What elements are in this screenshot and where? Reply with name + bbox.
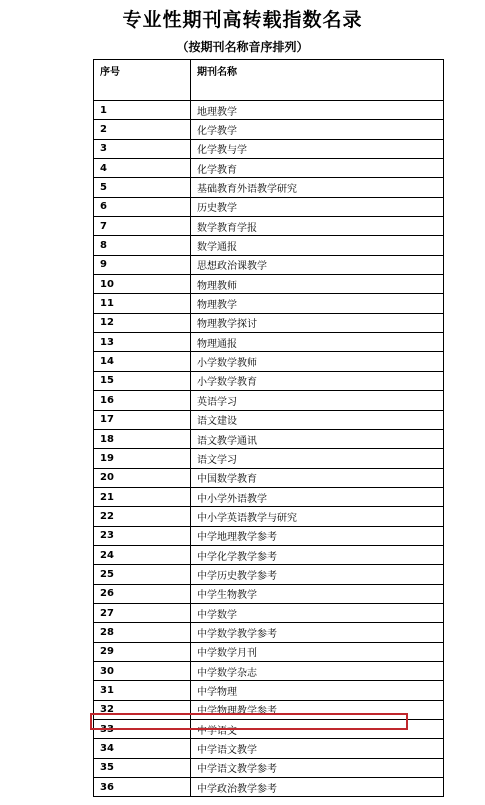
row-number: 7	[94, 217, 191, 236]
table-row	[94, 720, 444, 739]
table-row	[94, 584, 444, 603]
journal-name: 中学语文教学	[191, 739, 444, 758]
journal-name: 语文教学通讯	[191, 429, 444, 448]
header-number: 序号	[94, 60, 191, 101]
table-row	[94, 120, 444, 139]
journal-name: 中学物理教学参考	[191, 700, 444, 719]
journal-name: 中学语文教学参考	[191, 758, 444, 777]
journal-name: 化学教与学	[191, 139, 444, 158]
row-number: 9	[94, 255, 191, 274]
journal-name: 物理教学	[191, 294, 444, 313]
table-row	[94, 739, 444, 758]
table-row	[94, 565, 444, 584]
row-number: 20	[94, 468, 191, 487]
journal-name: 中小学外语教学	[191, 487, 444, 506]
row-number: 36	[94, 778, 191, 797]
row-number: 6	[94, 197, 191, 216]
row-number: 17	[94, 410, 191, 429]
journal-table	[93, 59, 444, 797]
row-number: 19	[94, 449, 191, 468]
table-row	[94, 197, 444, 216]
journal-name: 化学教育	[191, 159, 444, 178]
row-number: 12	[94, 313, 191, 332]
table-row	[94, 487, 444, 506]
row-number: 15	[94, 371, 191, 390]
row-number: 2	[94, 120, 191, 139]
table-row	[94, 313, 444, 332]
journal-name: 中学物理	[191, 681, 444, 700]
table-row	[94, 294, 444, 313]
table-header-row	[94, 60, 444, 101]
table-row	[94, 642, 444, 661]
table-row	[94, 429, 444, 448]
table-row	[94, 255, 444, 274]
journal-name: 化学教学	[191, 120, 444, 139]
journal-name: 中学生物教学	[191, 584, 444, 603]
row-number: 35	[94, 758, 191, 777]
row-number: 5	[94, 178, 191, 197]
table-row	[94, 507, 444, 526]
journal-name: 英语学习	[191, 391, 444, 410]
table-row	[94, 681, 444, 700]
journal-name: 历史教学	[191, 197, 444, 216]
journal-name: 语文建设	[191, 410, 444, 429]
table-row	[94, 178, 444, 197]
document-title: 专业性期刊高转载指数名录	[122, 9, 363, 31]
row-number: 29	[94, 642, 191, 661]
row-number: 4	[94, 159, 191, 178]
table-row	[94, 468, 444, 487]
journal-name: 中学政治教学参考	[191, 778, 444, 797]
table-row	[94, 217, 444, 236]
journal-name: 小学数学教育	[191, 371, 444, 390]
journal-name: 思想政治课教学	[191, 255, 444, 274]
journal-name: 中学历史教学参考	[191, 565, 444, 584]
row-number: 34	[94, 739, 191, 758]
journal-name: 中学语文	[191, 720, 444, 739]
row-number: 1	[94, 101, 191, 120]
journal-name: 物理通报	[191, 333, 444, 352]
table-row	[94, 333, 444, 352]
journal-name: 中小学英语教学与研究	[191, 507, 444, 526]
row-number: 33	[94, 720, 191, 739]
table-row	[94, 101, 444, 120]
table-row	[94, 236, 444, 255]
table-row	[94, 391, 444, 410]
journal-name: 地理教学	[191, 101, 444, 120]
row-number: 23	[94, 526, 191, 545]
journal-name: 中学数学杂志	[191, 661, 444, 680]
table-row	[94, 275, 444, 294]
table-row	[94, 661, 444, 680]
row-number: 32	[94, 700, 191, 719]
journal-name: 物理教师	[191, 275, 444, 294]
document-subtitle: （按期刊名称音序排列）	[176, 40, 309, 54]
journal-name: 基础教育外语教学研究	[191, 178, 444, 197]
journal-name: 中学化学教学参考	[191, 545, 444, 564]
table-row	[94, 700, 444, 719]
journal-name: 中学数学教学参考	[191, 623, 444, 642]
table-row	[94, 159, 444, 178]
header-name: 期刊名称	[191, 60, 444, 101]
journal-name: 中学数学	[191, 603, 444, 622]
row-number: 25	[94, 565, 191, 584]
row-number: 27	[94, 603, 191, 622]
row-number: 31	[94, 681, 191, 700]
table-row	[94, 526, 444, 545]
row-number: 22	[94, 507, 191, 526]
journal-name: 中学地理教学参考	[191, 526, 444, 545]
journal-name: 小学数学教师	[191, 352, 444, 371]
row-number: 10	[94, 275, 191, 294]
table-row	[94, 410, 444, 429]
row-number: 24	[94, 545, 191, 564]
journal-name: 中国数学教育	[191, 468, 444, 487]
table-row	[94, 603, 444, 622]
table-row	[94, 545, 444, 564]
journal-name: 物理教学探讨	[191, 313, 444, 332]
table-row	[94, 139, 444, 158]
table-row	[94, 778, 444, 797]
table-row	[94, 352, 444, 371]
row-number: 26	[94, 584, 191, 603]
row-number: 30	[94, 661, 191, 680]
table-row	[94, 758, 444, 777]
row-number: 11	[94, 294, 191, 313]
row-number: 28	[94, 623, 191, 642]
journal-name: 中学数学月刊	[191, 642, 444, 661]
journal-name: 数学通报	[191, 236, 444, 255]
row-number: 8	[94, 236, 191, 255]
row-number: 16	[94, 391, 191, 410]
table-row	[94, 371, 444, 390]
row-number: 14	[94, 352, 191, 371]
table-body	[94, 101, 444, 797]
row-number: 21	[94, 487, 191, 506]
row-number: 3	[94, 139, 191, 158]
row-number: 18	[94, 429, 191, 448]
table-row	[94, 449, 444, 468]
row-number: 13	[94, 333, 191, 352]
journal-name: 数学教育学报	[191, 217, 444, 236]
journal-name: 语文学习	[191, 449, 444, 468]
table-row	[94, 623, 444, 642]
